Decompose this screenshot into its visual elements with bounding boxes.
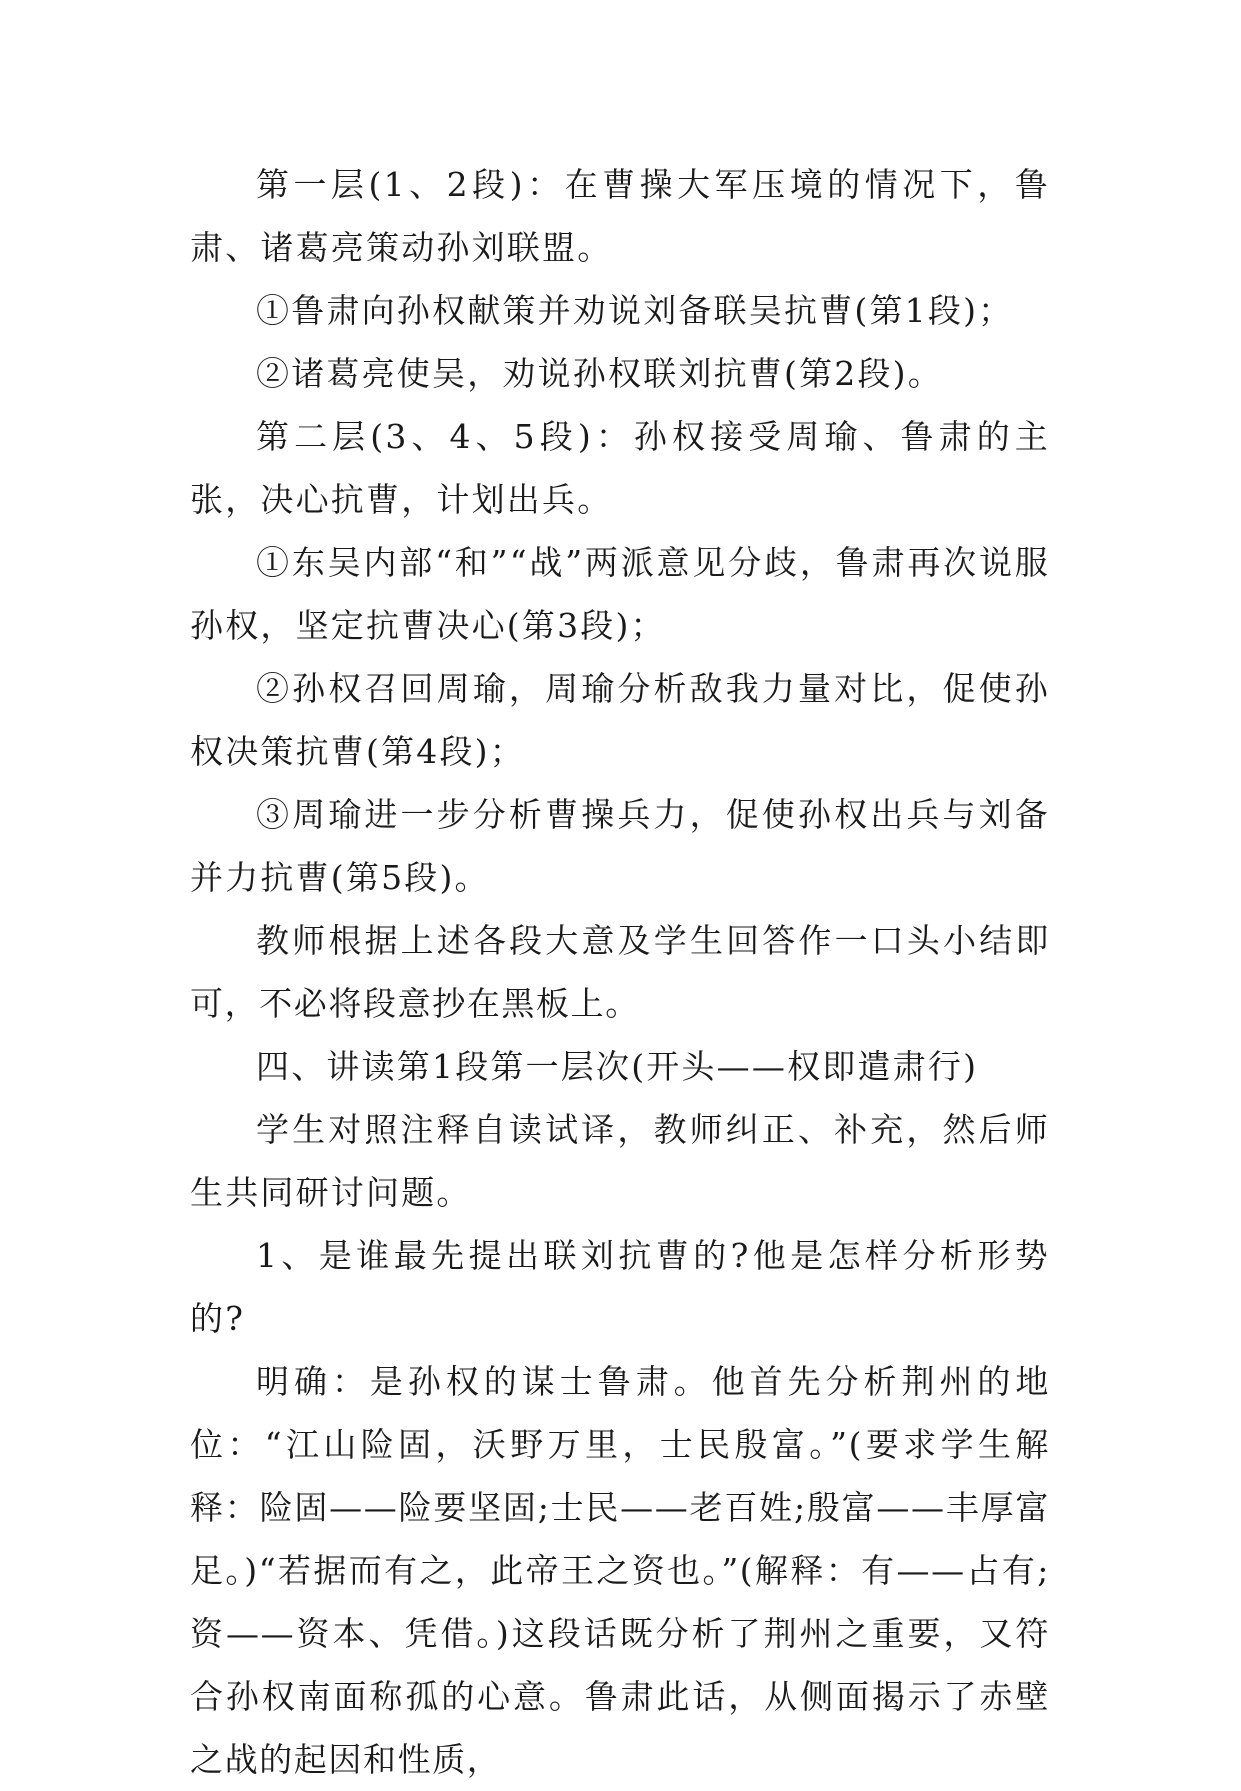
paragraph-point-2-zhuge: ②诸葛亮使吴，劝说孙权联刘抗曹(第2段)。 <box>256 354 943 393</box>
paragraph-student-reading: 学生对照注释自读试译，教师纠正、补充，然后师生共同研讨问题。 <box>190 1110 1050 1212</box>
paragraph-point-2-zhouyu: ②孙权召回周瑜，周瑜分析敌我力量对比，促使孙权决策抗曹(第4段)； <box>190 669 1050 771</box>
question-1: 1、是谁最先提出联刘抗曹的?他是怎样分析形势的? <box>190 1236 1050 1338</box>
paragraph-point-1-dongwu: ①东吴内部“和”“战”两派意见分歧，鲁肃再次说服孙权，坚定抗曹决心(第3段)； <box>190 543 1050 645</box>
answer-1: 明确：是孙权的谋士鲁肃。他首先分析荆州的地位：“江山险固，沃野万里，士民殷富。”(要求学生解释：险固——险要坚固;士民——老百姓;殷富——丰厚富足。)“若据而有之，此帝王之资也。”(解释：有——占有;资——资本、凭借。)这段话既分析了荆州之重要，又符合孙权南面称孤的心意。鲁肃此话，从侧面揭示了赤壁之战的起因和性质， <box>190 1362 1050 1779</box>
paragraph-teacher-summary: 教师根据上述各段大意及学生回答作一口头小结即可，不必将段意抄在黑板上。 <box>190 921 1050 1023</box>
section-heading-four: 四、讲读第1段第一层次(开头——权即遣肃行) <box>256 1047 979 1086</box>
paragraph-point-3-zhouyu: ③周瑜进一步分析曹操兵力，促使孙权出兵与刘备并力抗曹(第5段)。 <box>190 795 1050 897</box>
paragraph-layer-one: 第一层(1、2段)：在曹操大军压境的情况下，鲁肃、诸葛亮策动孙刘联盟。 <box>190 165 1050 267</box>
paragraph-point-1-lusu: ①鲁肃向孙权献策并劝说刘备联吴抗曹(第1段)； <box>256 291 1014 330</box>
paragraph-layer-two: 第二层(3、4、5段)：孙权接受周瑜、鲁肃的主张，决心抗曹，计划出兵。 <box>190 417 1050 519</box>
document-body <box>190 153 1050 1791</box>
